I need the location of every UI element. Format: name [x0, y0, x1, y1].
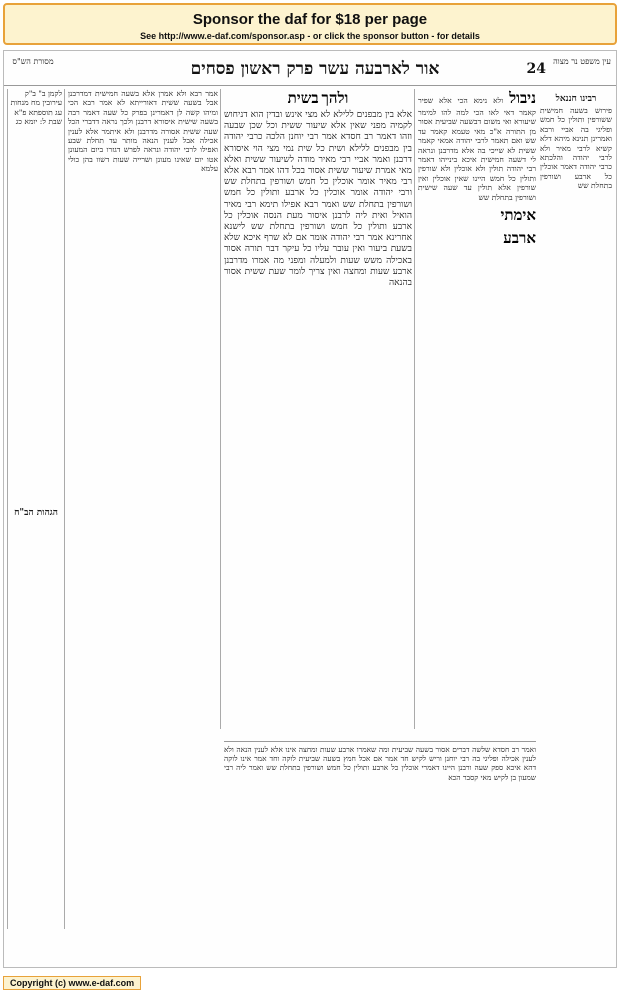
gemara-column [220, 89, 412, 729]
dibbur-hamatchil-5: ארבע [503, 229, 536, 248]
tosafot-column [64, 89, 218, 929]
bottom-commentary [224, 741, 536, 935]
rabbeinu-chananel-heading: רבינו חננאל [555, 94, 597, 104]
rabbeinu-chananel-column [540, 89, 612, 929]
dibbur-hamatchil-1: ניבול [509, 89, 536, 107]
ein-mishpat-label: עין משפט נר מצוה [553, 57, 611, 66]
bottom-text: ואמר רב חסדא שלשה דברים אסור בשעה שביעית ומה שאמרו ארבע שעות ומחצה אינו אלא לענין הנאה ולא לענין אכילה ופליגי בה רבי יוחנן וריש לקיש חד אמר אם אכל חמץ בשעה שביעית לוקה וחד אמר אינו לוקה דהא איכא ספק שעה ורבנן היינו דאמרי אוכלין כל ארבע ותולין כל חמש ושורפין בתחלת שש ואמר ליה רבי שמעון בן לקיש מאי קסבר הכא [224, 745, 536, 782]
gemara-text: אלא בין מבפנים ללילא לא מצי אינש ובדין הוא דניחוש לקמיה מפני שאין אלא שיעור ששית וכל שכן שבעה וזהו דאמר רב חסדא אמר רבי יוחנן הלכה כרבי יהודה בין מבפנים ללילא ושית כל שית נמי מצי הוי איסורא דרבנן ואמר אביי רבי מאיר מודה לשיעור ששית ואלא מאי אמרת שיעור ששית אסור בכל דהו אמר רבא אלא רבי מאיר אומר אוכלין כל חמש ושורפין בתחלת שש ורבי יהודה אומר אוכלין כל ארבע ותולין כל חמש ושורפין בתחלת שש ואמר רבא אפילו תימא רבי מאיר הואיל ואית ליה לרבנן איסור מעת הנסה אוכלין כל ארבע ותולין כל חמש ושורפין בתחלת שש לישנא אחרינא אמר רבי יהודה אומר אם לא שרף איכא שלא בשעת ביעור ואין עובר עליו כל עיקר דבר תורה אסור באכילה משש שעות ולמעלה ומפני מה אמרו מדרבנן ארבע שעות ומחצה ואין צריך לומר שעת ששית אסור בהנאה [224, 110, 412, 289]
copyright-badge[interactable]: Copyright (c) www.e-daf.com [3, 976, 141, 990]
page-title: אור לארבעה עשר פרק ראשון פסחים [190, 59, 440, 79]
masoret-column [7, 89, 62, 929]
hagahot-heading: הגהות הב"ח [14, 507, 58, 518]
sponsor-title[interactable]: Sponsor the daf for $18 per page [192, 11, 428, 28]
page-number: 24 [526, 61, 546, 77]
page-header [4, 55, 616, 86]
dibbur-hamatchil-4: אימתי [500, 206, 536, 225]
sponsor-details-link[interactable]: See http://www.e-daf.com/sponsor.asp - or click the sponsor button - for details [140, 31, 480, 41]
footer [3, 971, 617, 987]
talmud-page [3, 50, 617, 968]
tosafot-text: אמר רבא ולא אמרן אלא בשעה חמישית דמדרבנן אבל בשעה ששית דאורייתא לא אמר רבא הכי ומיהו קשה לן דאמרינן בפרק כל שעה דאמר רבה בשעה שישית איסורא דרבנן ולכך נראה דדברי הכל שעה ששית אסורה מדרבנן ולא איתמר אלא לענין אכילה אבל לענין הנאה מותר עד תחלת שבע ואפילו לרבי יהודה ונראה לפרש דגזרו ביום המעונן אטו יום שאינו מעונן ושרייה שעות דשוו בהן כולי עלמא [68, 89, 218, 174]
masoret-label: מסורת הש"ס [12, 57, 54, 66]
masoret-text: לקמן ב" ב"ק עירובין מח מנחות עג תוספתא פ"א שבת ל: יומא כג [10, 89, 62, 127]
rashi-column [414, 89, 536, 729]
dibbur-hamatchil-2: ולהך [321, 89, 349, 107]
sponsor-banner[interactable] [3, 3, 617, 45]
rashi-text: ולא נימא הכי אלא שפיר קאמר דאי לאו הכי למה להו למימר שיעורא ואי משום דבשעה שביעית אסור מן התורה א"כ מאי טעמא קאמר עד שש ואם תאמר לרבי יהודה אמאי קאמר ששית לא שייכי בה אלא מדרבנן ונראה לי דשעה חמישית איכא בינייהו דאמר רבי יהודה תולין ולא אוכלין ולא שורפין ותולין כל חמש היינו שאין אוכלין ואין שורפין אלא תולין עד שעה שישית ושורפין בתחלת שש [418, 96, 536, 202]
dibbur-hamatchil-3: בשית [287, 89, 319, 107]
rabbeinu-chananel-text: פירוש בשעה חמישית ששורפין ותולין כל חמש ופליגי בה אביי ורבא ואמרינן תנינא מיהא דלא קשיא לרבי מאיר ולא לרבי יהודה והלכתא כרבי יהודה דאמר אוכלין כל ארבע ושורפין בתחלת שש [540, 106, 612, 191]
